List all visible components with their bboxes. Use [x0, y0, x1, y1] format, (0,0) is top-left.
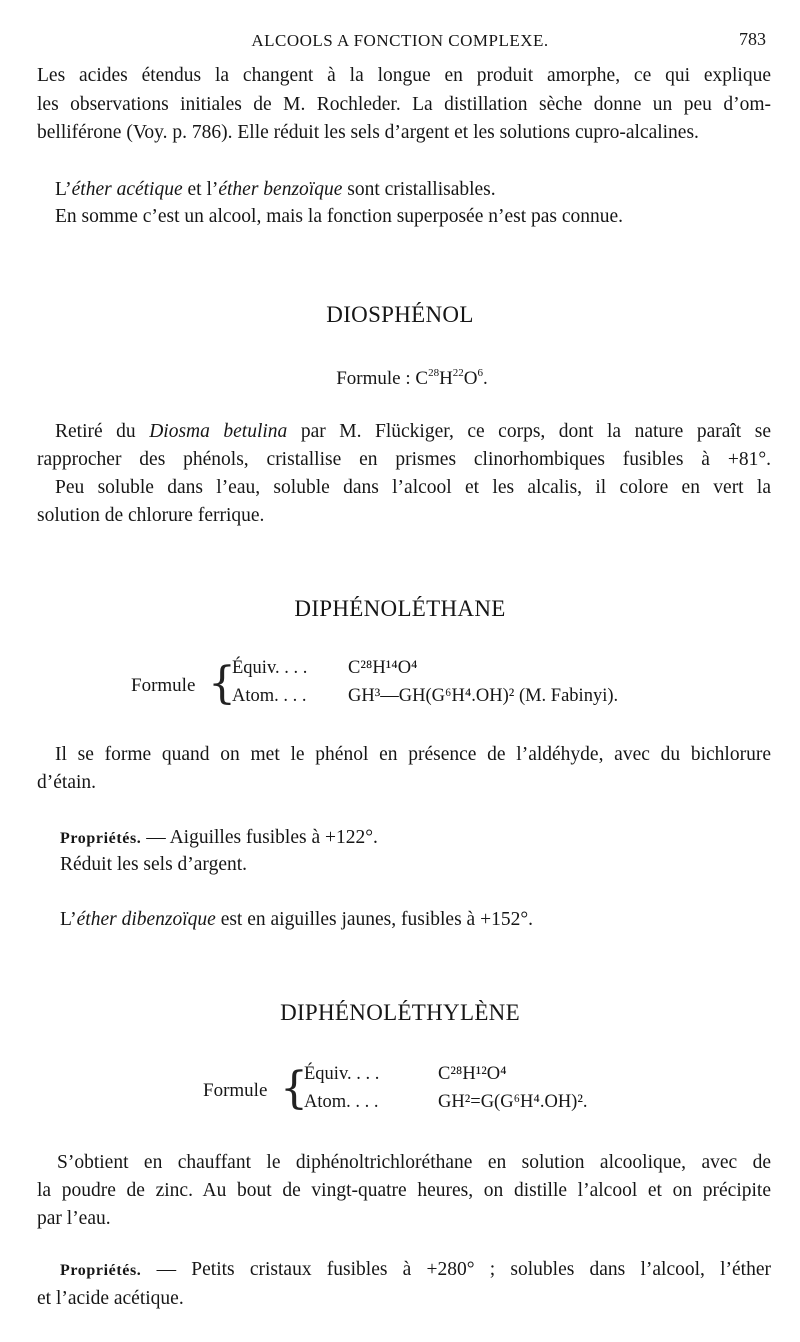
diphenolethylene-formula-lines — [304, 1060, 588, 1116]
atom-value: GH²=G(G⁶H⁴.OH)². — [438, 1092, 588, 1112]
ethers-note-acetique: éther acétique — [71, 179, 183, 200]
properties-text: — Aiguilles fusibles à +122°. — [141, 827, 378, 848]
atom-value: GH³—GH(G⁶H⁴.OH)² (M. Fabinyi). — [348, 686, 619, 706]
summary-line: En somme c’est un alcool, mais la fonction superposée n’est pas connue. — [55, 206, 624, 227]
diphenolethane-ether — [60, 906, 794, 934]
ethers-note-rest: sont cristallisables. — [342, 179, 496, 200]
section-title-diosphenol: DIOSPHÉNOL — [326, 302, 474, 327]
diosphenol-p2-line-2: solution de chlorure ferrique. — [37, 505, 265, 526]
diosphenol-formula — [12, 368, 800, 390]
intro-line-2: les observations initiales de M. Rochleder. La distillation sèche donne un peu d’om- — [37, 94, 771, 115]
diphenolethane-properties — [60, 824, 794, 853]
ethers-note — [55, 176, 789, 204]
formula-element-h: H — [439, 368, 453, 389]
diosphenol-p1-line-2: rapprocher des phénols, cristallise en prismes clinorhombiques fusibles à +81°. — [37, 449, 771, 470]
equiv-value: C²⁸H¹²O⁴ — [438, 1064, 507, 1084]
properties-label: Propriétés. — [60, 1262, 142, 1279]
ethers-note-article: L’ — [55, 179, 72, 200]
diosphenol-species: Diosma betulina — [149, 421, 288, 442]
atom-label: Atom. . . . — [304, 1092, 379, 1112]
ether-name: éther dibenzoïque — [76, 909, 216, 930]
diosphenol-p1-rest: par M. Flückiger, ce corps, dont la nature paraît se — [287, 421, 771, 442]
section-title-diphenolethylene: DIPHÉNOLÉTHYLÈNE — [280, 1000, 520, 1025]
equiv-label: Équiv. . . . — [304, 1064, 380, 1084]
diphenolethylene-properties — [60, 1256, 771, 1285]
equiv-value: C²⁸H¹⁴O⁴ — [348, 658, 418, 678]
atom-label: Atom. . . . — [232, 686, 307, 706]
atom-row — [232, 682, 618, 710]
ethers-note-and: et l’ — [182, 179, 219, 200]
diosphenol-p2-line-1: Peu soluble dans l’eau, soluble dans l’alcool et les alcalis, il colore en vert la — [55, 477, 771, 498]
intro-line-3: belliférone (Voy. p. 786). Elle réduit les sels d’argent et les solutions cupro-alcalines. — [37, 122, 699, 143]
equiv-row — [232, 654, 618, 682]
left-brace-icon: { — [280, 1063, 308, 1114]
formula-element-o: O — [463, 368, 478, 389]
diphenolethylene-properties-line-2: et l’acide acétique. — [37, 1288, 184, 1309]
left-brace-icon: { — [208, 658, 236, 709]
diphenolethylene-p1-line-1: S’obtient en chauffant le diphénoltrichloréthane en solution alcoolique, avec de — [57, 1152, 771, 1173]
diphenolethane-p1-line-1: Il se forme quand on met le phénol en présence de l’aldéhyde, avec du bichlorure — [55, 744, 771, 765]
equiv-row — [304, 1060, 588, 1088]
diosphenol-p1-line-1 — [55, 418, 771, 446]
diphenolethylene-formula-word: Formule — [203, 1080, 268, 1101]
section-title-diphenolethane: DIPHÉNOLÉTHANE — [294, 596, 506, 621]
ethers-note-benzoique: éther benzoïque — [218, 179, 343, 200]
ether-rest: est en aiguilles jaunes, fusibles à +152°. — [215, 909, 534, 930]
diphenolethylene-p1-line-2: la poudre de zinc. Au bout de vingt-quatre heures, on distille l’alcool et on précipite — [37, 1180, 771, 1201]
ether-article: L’ — [60, 909, 77, 930]
diphenolethane-formula-word: Formule — [131, 675, 196, 696]
atom-row — [304, 1088, 588, 1116]
running-header: ALCOOLS A FONCTION COMPLEXE. — [251, 31, 549, 50]
diphenolethane-properties-line-2: Réduit les sels d’argent. — [60, 854, 248, 875]
diosphenol-formula-label: Formule : — [336, 368, 416, 389]
intro-line-1: Les acides étendus la changent à la longue en produit amorphe, ce qui explique — [37, 65, 771, 86]
properties-text: — Petits cristaux fusibles à +280° ; solubles dans l’alcool, l’éther — [141, 1259, 771, 1280]
diphenolethane-formula-lines — [232, 654, 618, 710]
equiv-label: Équiv. . . . — [232, 658, 308, 678]
properties-label: Propriétés. — [60, 830, 142, 847]
formula-index-c: 28 — [428, 367, 440, 379]
diosphenol-p1-start: Retiré du — [55, 421, 150, 442]
formula-end: . — [483, 368, 488, 389]
diphenolethane-p1-line-2: d’étain. — [37, 772, 97, 793]
page-number: 783 — [739, 29, 766, 49]
formula-element-c: C — [415, 368, 429, 389]
diphenolethylene-p1-line-3: par l’eau. — [37, 1208, 111, 1229]
formula-index-o: 6 — [477, 367, 484, 379]
formula-index-h: 22 — [452, 367, 464, 379]
